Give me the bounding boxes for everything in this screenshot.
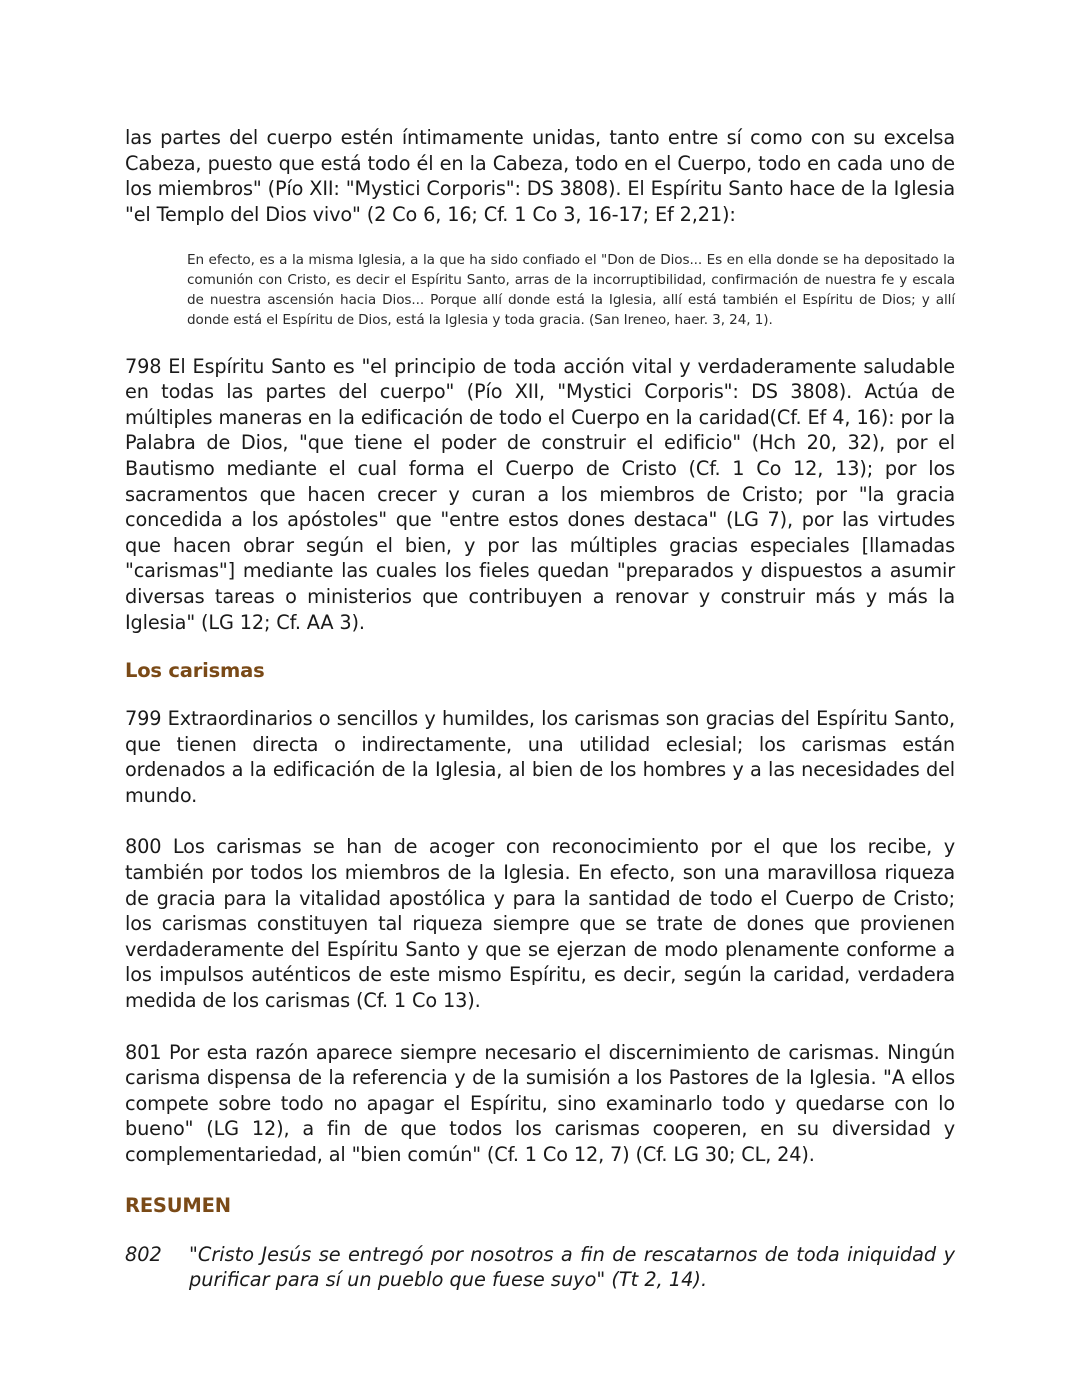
- paragraph-continuation: las partes del cuerpo estén íntimamente unidas, tanto entre sí como con su excelsa Cabeza, puesto que está todo él en la Cabeza, todo en el Cuerpo, todo en cada uno de los miembros" (Pío XII: "Mystici Corporis": DS 3808). El Espíritu Santo hace de la Iglesia "el Templo del Dios vivo" (2 Co 6, 16; Cf. 1 Co 3, 16-17; Ef 2,21):: [125, 126, 955, 226]
- section-heading-carismas: Los carismas: [125, 659, 265, 683]
- section-heading-resumen: RESUMEN: [125, 1193, 231, 1217]
- paragraph-798: 798 El Espíritu Santo es "el principio de toda acción vital y verdaderamente saludable en todas las partes del cuerpo" (Pío XII, "Mystici Corporis": DS 3808). Actúa de múltiples maneras en la edificación de todo el Cuerpo en la caridad(Cf. Ef 4, 16): por la Palabra de Dios, "que tiene el poder de construir el edificio" (Hch 20, 32), por el Bautismo mediante el cual forma el Cuerpo de Cristo (Cf. 1 Co 12, 13); por los sacramentos que hacen crecer y curan a los miembros de Cristo; por "la gracia concedida a los apóstoles" que "entre estos dones destaca" (LG 7), por las virtudes que hacen obrar según el bien, y por las múltiples gracias especiales [llamadas "carismas"] mediante las cuales los fieles quedan "preparados y dispuestos a asumir diversas tareas o ministerios que contribuyen a renovar y construir más y más la Iglesia" (LG 12; Cf. AA 3).: [125, 354, 955, 634]
- paragraph-801: 801 Por esta razón aparece siempre necesario el discernimiento de carismas. Ningún carisma dispensa de la referencia y de la sumisión a los Pastores de la Iglesia. "A ellos compete sobre todo no apagar el Espíritu, sino examinarlo todo y quedarse con lo bueno" (LG 12), a fin de que todos los carismas cooperen, en su diversidad y complementariedad, al "bien común" (Cf. 1 Co 12, 7) (Cf. LG 30; CL, 24).: [125, 1040, 955, 1166]
- paragraph-800: 800 Los carismas se han de acoger con reconocimiento por el que los recibe, y también por todos los miembros de la Iglesia. En efecto, son una maravillosa riqueza de gracia para la vitalidad apostólica y para la santidad de todo el Cuerpo de Cristo; los carismas constituyen tal riqueza siempre que se trate de dones que provienen verdaderamente del Espíritu Santo y que se ejerzan de modo plenamente conforme a los impulsos auténticos de este mismo Espíritu, es decir, según la caridad, verdadera medida de los carismas (Cf. 1 Co 13).: [125, 835, 955, 1013]
- paragraph-799: 799 Extraordinarios o sencillos y humildes, los carismas son gracias del Espíritu Santo, que tienen directa o indirectamente, una utilidad eclesial; los carismas están ordenados a la edificación de la Iglesia, al bien de los hombres y a las necesidades del mundo.: [125, 707, 955, 807]
- summary-item-802: [125, 1242, 955, 1293]
- block-quote-san-ireneo: En efecto, es a la misma Iglesia, a la que ha sido confiado el "Don de Dios... Es en ella donde se ha depositado la comunión con Cristo, es decir el Espíritu Santo, arras de la incorruptibilidad, confirmación de nuestra fe y escala de nuestra ascensión hacia Dios... Porque allí donde está la Iglesia, allí está también el Espíritu de Dios; y allí donde está el Espíritu de Dios, está la Iglesia y toda gracia. (San Ireneo, haer. 3, 24, 1).: [187, 252, 955, 328]
- document-page: [125, 125, 955, 1293]
- summary-number: 802: [125, 1242, 162, 1266]
- summary-text: "Cristo Jesús se entregó por nosotros a fin de rescatarnos de toda iniquidad y purificar para sí un pueblo que fuese suyo" (Tt 2, 14).: [189, 1242, 955, 1292]
